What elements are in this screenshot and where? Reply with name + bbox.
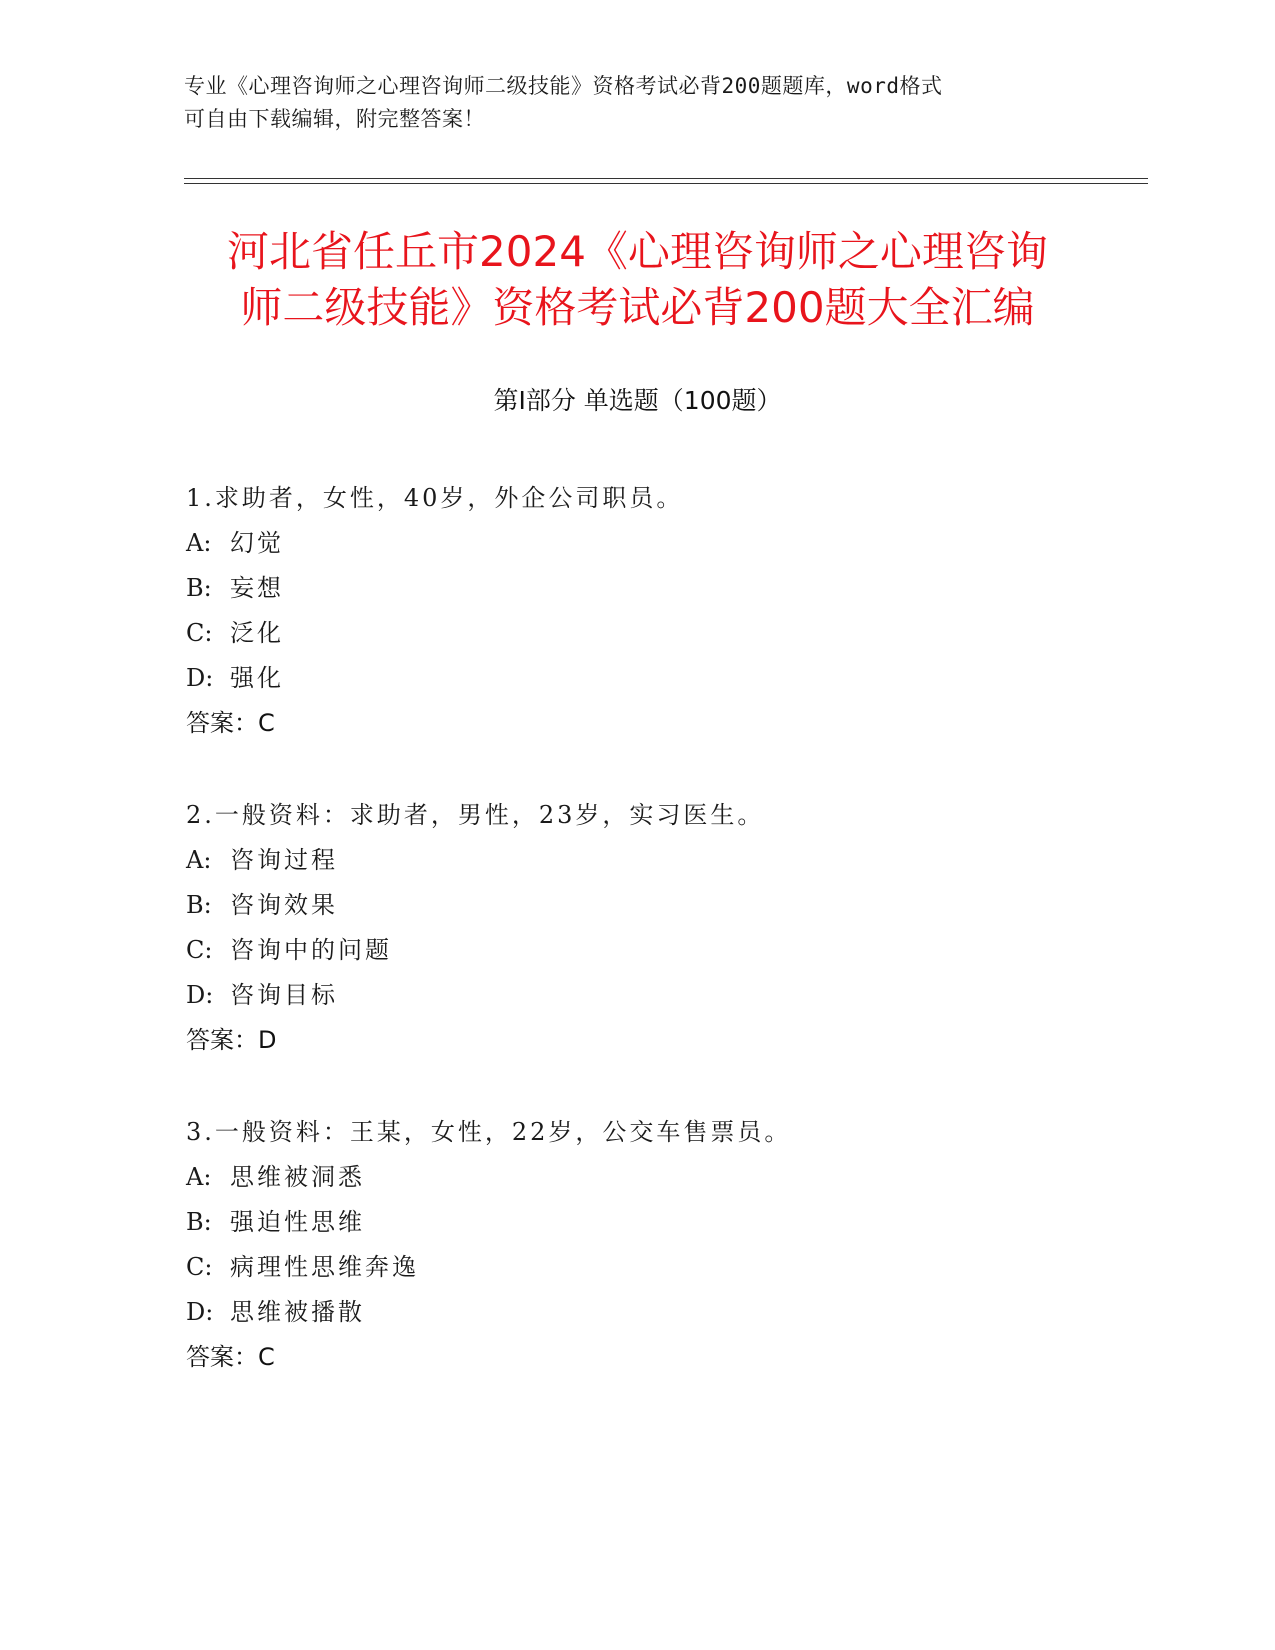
question-list (186, 476, 1086, 1427)
option-key: D: (186, 981, 214, 1009)
option-text: 咨询中的问题 (230, 936, 392, 964)
option-b (186, 566, 1086, 611)
option-d (186, 656, 1086, 701)
option-c (186, 1245, 1086, 1290)
document-title-line-2: 师二级技能》资格考试必背200题大全汇编 (240, 283, 1035, 332)
question-2 (186, 793, 1086, 1063)
option-text: 咨询目标 (230, 981, 338, 1009)
question-stem: 3.一般资料：王某，女性，22岁，公交车售票员。 (186, 1118, 792, 1146)
option-a (186, 1155, 1086, 1200)
option-a (186, 838, 1086, 883)
header-divider-top (184, 178, 1148, 179)
option-key: B: (186, 574, 212, 602)
option-a (186, 521, 1086, 566)
option-c (186, 928, 1086, 973)
option-text: 泛化 (230, 619, 284, 647)
option-d (186, 1290, 1086, 1335)
option-text: 咨询过程 (230, 846, 338, 874)
option-key: B: (186, 1208, 212, 1236)
option-text: 强迫性思维 (230, 1208, 365, 1236)
option-d (186, 973, 1086, 1018)
option-key: A: (186, 529, 212, 557)
header-note-line-1: 专业《心理咨询师之心理咨询师二级技能》资格考试必背200题题库，word格式 (184, 74, 943, 98)
header-note-line-2: 可自由下载编辑，附完整答案！ (184, 107, 485, 131)
question-stem: 1.求助者，女性，40岁，外企公司职员。 (186, 484, 684, 512)
answer: 答案：C (186, 709, 275, 737)
document-title-line-1: 河北省任丘市2024《心理咨询师之心理咨询 (227, 227, 1048, 276)
option-key: A: (186, 1163, 212, 1191)
option-key: A: (186, 846, 212, 874)
option-text: 病理性思维奔逸 (230, 1253, 419, 1281)
option-text: 思维被播散 (230, 1298, 365, 1326)
option-text: 强化 (230, 664, 284, 692)
option-key: C: (186, 1253, 213, 1281)
option-c (186, 611, 1086, 656)
option-key: D: (186, 1298, 214, 1326)
question-3 (186, 1110, 1086, 1380)
answer: 答案：D (186, 1026, 277, 1054)
option-text: 幻觉 (230, 529, 284, 557)
option-b (186, 883, 1086, 928)
document-title (0, 224, 1275, 336)
header-note (184, 70, 1064, 136)
option-b (186, 1200, 1086, 1245)
option-text: 思维被洞悉 (230, 1163, 365, 1191)
option-key: D: (186, 664, 214, 692)
header-divider-bottom (184, 183, 1148, 184)
option-key: C: (186, 619, 213, 647)
answer: 答案：C (186, 1343, 275, 1371)
question-stem: 2.一般资料：求助者，男性，23岁，实习医生。 (186, 801, 765, 829)
option-text: 咨询效果 (230, 891, 338, 919)
option-key: C: (186, 936, 213, 964)
question-1 (186, 476, 1086, 746)
section-title: 第Ⅰ部分 单选题（100题） (493, 386, 782, 415)
option-key: B: (186, 891, 212, 919)
option-text: 妄想 (230, 574, 284, 602)
